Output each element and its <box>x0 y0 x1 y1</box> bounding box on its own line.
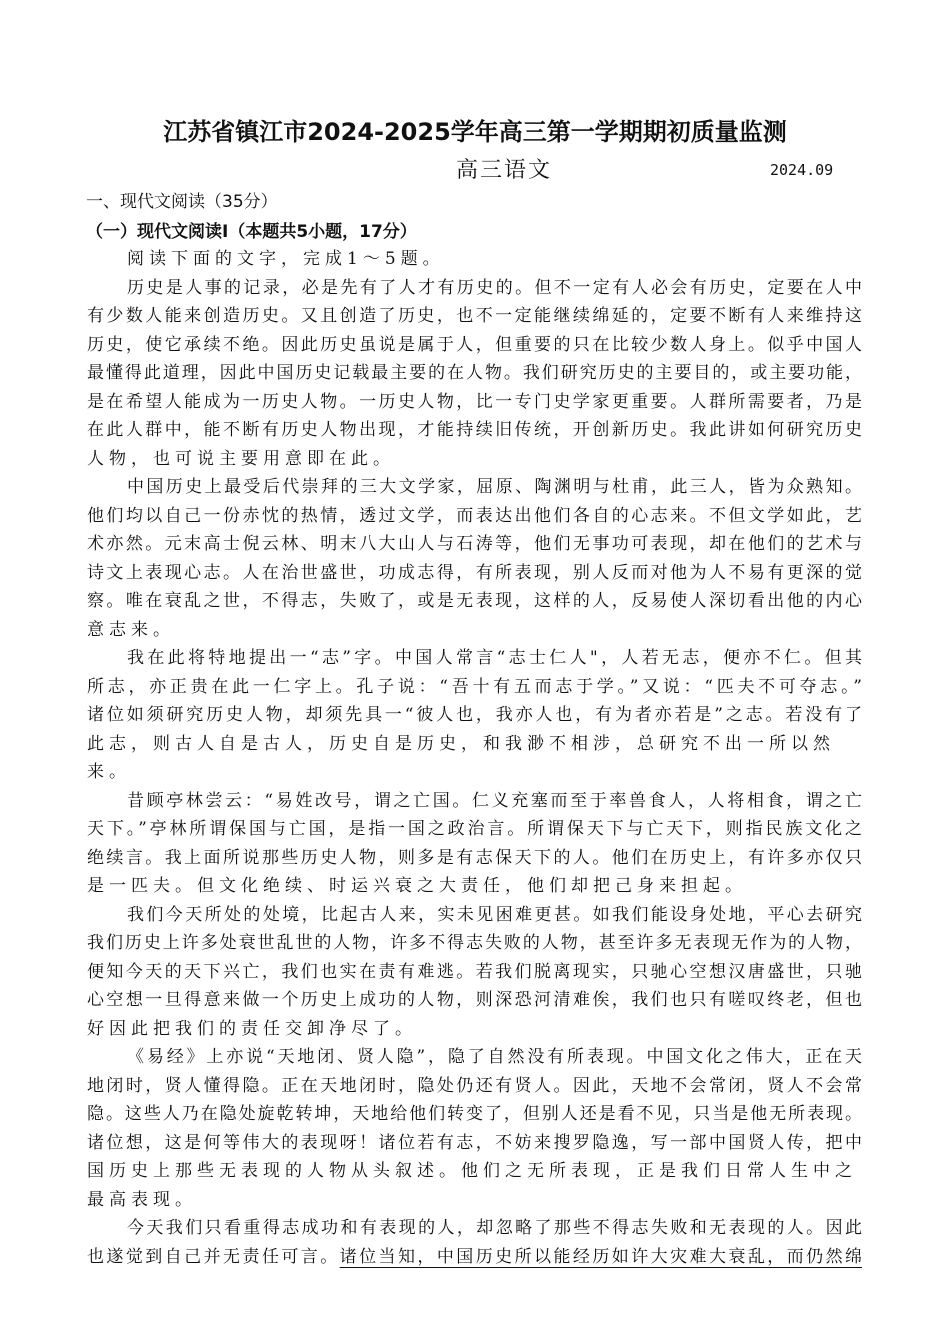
text-line: 诗文上表现心志。人在治世盛世，功成志得，有所表现，别人反而对他为人不易有更深的觉 <box>87 562 862 583</box>
text-line <box>87 1243 862 1272</box>
text-line: 有少数人能来创造历史。又且创造了历史，也不一定能继续绵延的，定要不断有人来维持这 <box>87 306 862 326</box>
text-line: 是在希望人能成为一历史人物。一历史人物，比一专门史学家更重要。人群所需要者，乃是 <box>87 391 862 412</box>
text-line: 所志，亦正贵在此一仁字上。孔子说：“吾十有五而志于学。”又说：“匹夫不可夺志。” <box>87 676 862 697</box>
text-line: 绝续言。我上面所说那些历史人物，则多是有志保天下的人。他们在历史上，有许多亦仅只 <box>87 847 862 868</box>
text-line: 诸位如须研究历史人物，却须先具一“彼人也，我亦人也，有为者亦若是”之志。若没有了 <box>87 705 862 725</box>
instruction-text: 阅读下面的文字，完成1～5题。 <box>127 249 445 269</box>
paragraph <box>87 1043 862 1214</box>
document-subtitle: 高三语文 <box>456 158 553 183</box>
text-line: 中国历史上最受后代崇拜的三大文学家，屈原、陶渊明与杜甫，此三人，皆为众熟知。 <box>127 477 862 497</box>
text-line: 此志，则古人自是古人，历史自是历史，和我渺不相涉，总研究不出一所以然来。 <box>87 733 835 782</box>
text-line: 术亦然。元末高士倪云林、明末八大山人与石涛等，他们无事功可表现，却在他们的艺术与 <box>87 534 862 554</box>
paragraph <box>87 644 862 787</box>
text-segment: 也遂觉到自己并无责任可言。 <box>87 1246 340 1267</box>
text-line: 国历史上那些无表现的人物从头叙述。他们之无所表现，正是我们日常人生中之最高表现。 <box>87 1161 857 1210</box>
text-line: 天下。”亭林所谓保国与亡国，是指一国之政治言。所谓保天下与亡天下，则指民族文化之 <box>87 819 862 839</box>
text-line: 在此人群中，能不断有历史人物出现，才能持续旧传统，开创新历史。我此讲如何研究历史 <box>87 420 862 440</box>
text-line: 《易经》上亦说“天地闭、贤人隐”，隐了自然没有所表现。中国文化之伟大，正在天 <box>127 1047 862 1067</box>
text-line: 昔顾亭林尝云：“易姓改号，谓之亡国。仁义充塞而至于率兽食人，人将相食，谓之亡 <box>127 790 862 811</box>
underlined-sentence: 诸位当知，中国历史所以能经历如许大灾难大衰乱，而仍然绵 <box>339 1246 863 1267</box>
document-title: 江苏省镇江市2024-2025学年高三第一学期期初质量监测 <box>163 118 787 146</box>
text-line: 今天我们只看重得志成功和有表现的人，却忽略了那些不得志失败和无表现的人。因此 <box>127 1218 862 1238</box>
text-line: 意志来。 <box>87 619 175 640</box>
text-line: 是一匹夫。但文化绝续、时运兴衰之大责任，他们却把己身来担起。 <box>87 876 747 896</box>
text-line: 察。唯在衰乱之世，不得志，失败了，或是无表现，这样的人，反易使人深切看出他的内心 <box>87 591 862 611</box>
text-line: 我们今天所处的处境，比起古人来，实未见困难更甚。如我们能设身处地，平心去研究 <box>127 904 862 925</box>
text-line: 他们均以自己一份赤忱的热情，透过文学，而表达出他们各自的心志来。不但文学如此，艺 <box>87 505 862 526</box>
section-heading: 一、现代文阅读（35分） <box>86 192 278 212</box>
text-line: 我们历史上许多处衰世乱世的人物，许多不得志失败的人物，甚至许多无表现无作为的人物， <box>87 933 862 953</box>
text-line: 地闭时，贤人懂得隐。正在天地闭时，隐处仍还有贤人。因此，天地不会常闭，贤人不会常 <box>87 1075 862 1096</box>
text-line: 便知今天的天下兴亡，我们也实在责有难逃。若我们脱离现实，只驰心空想汉唐盛世，只驰 <box>87 961 862 982</box>
paragraph <box>87 1214 862 1271</box>
text-line: 历史是人事的记录，必是先有了人才有历史的。但不一定有人必会有历史，定要在人中 <box>127 277 862 298</box>
text-line: 隐。这些人乃在隐处旋乾转坤，天地给他们转变了，但别人还是看不见，只当是他无所表现。 <box>87 1104 862 1124</box>
text-line: 心空想一旦得意来做一个历史上成功的人物，则深恐河清难俟，我们也只有嗟叹终老，但也 <box>87 990 862 1010</box>
reading-passage <box>87 245 862 1271</box>
document-date: 2024.09 <box>770 161 834 179</box>
text-line: 历史，使它承续不绝。因此历史虽说是属于人，但重要的只在比较少数人身上。似乎中国人 <box>87 334 862 355</box>
text-line: 人物，也可说主要用意即在此。 <box>87 448 395 469</box>
paragraph <box>87 274 862 474</box>
text-line: 诸位想，这是何等伟大的表现呀！诸位若有志，不妨来搜罗隐逸，写一部中国贤人传，把中 <box>87 1132 862 1153</box>
subsection-heading: （一）现代文阅读Ⅰ（本题共5小题，17分） <box>86 222 417 242</box>
text-line: 我在此将特地提出一“志”字。中国人常言“志士仁人"，人若无志，便亦不仁。但其 <box>127 648 862 668</box>
paragraph <box>87 901 862 1044</box>
text-line: 好因此把我们的责任交卸净尽了。 <box>87 1018 417 1039</box>
paragraph <box>87 473 862 644</box>
text-line: 最懂得此道理，因此中国历史记载最主要的在人物。我们研究历史的主要目的，或主要功能， <box>87 363 862 383</box>
paragraph <box>87 787 862 901</box>
